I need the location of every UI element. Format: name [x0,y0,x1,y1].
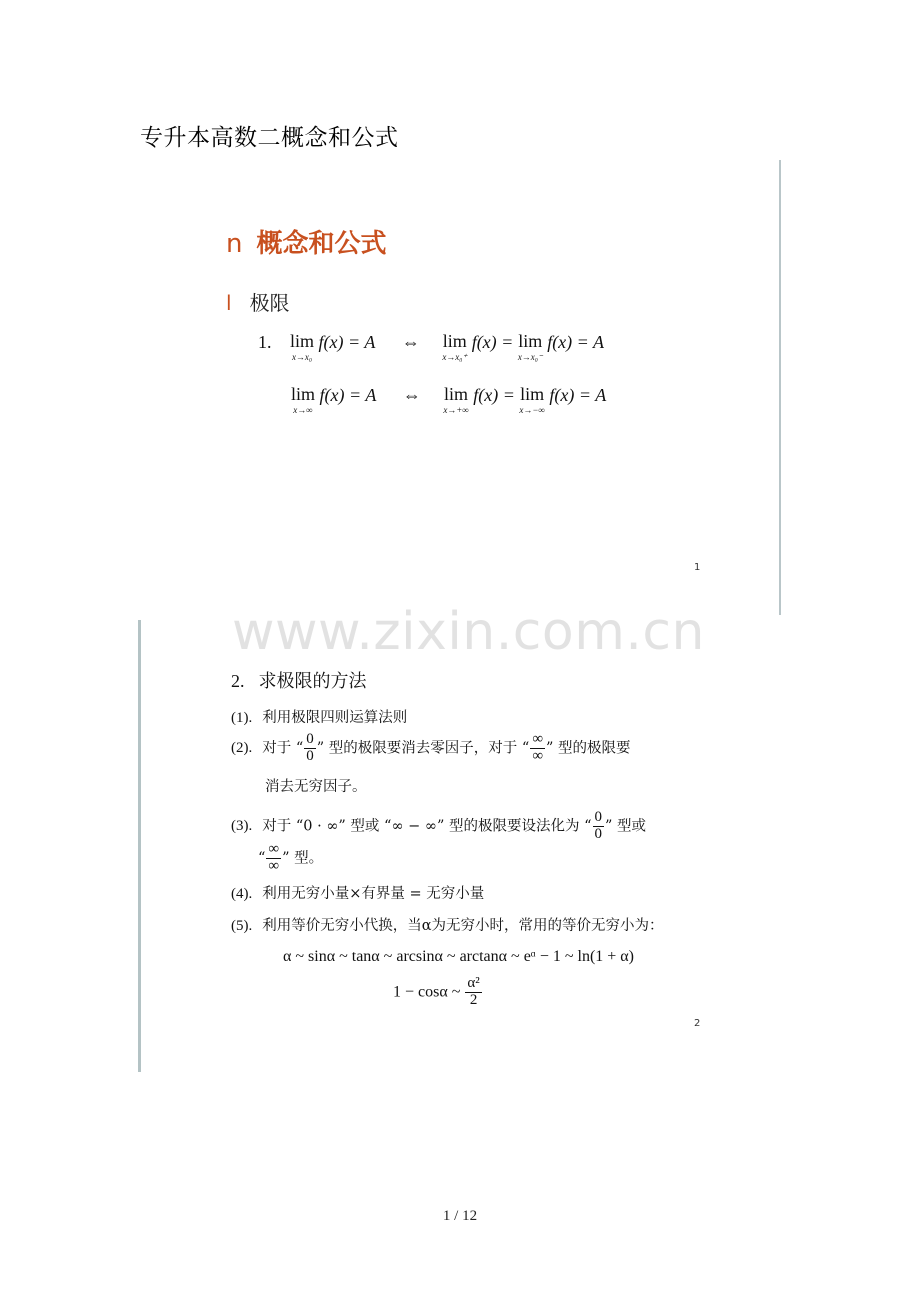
list-item-continuation: 消去无穷因子。 [265,779,367,795]
lim-operator: lim x→x₀⁻ [517,331,543,362]
method-heading [231,667,367,693]
fraction-alpha-sq-over-two: $\frac{\text{α²}}{2}$ [467,975,480,1008]
list-item: (1). 利用极限四则运算法则 [231,710,408,726]
item-number: 1. [258,332,272,352]
lim-operator: lim x→x₀ [290,331,315,362]
limit-formula-2 [291,385,606,415]
list-item-continuation: “ $\frac{\infty}{\infty}$ ” 型。 [258,841,324,874]
document-title: 专升本高数二概念和公式 [140,125,399,151]
list-item: (2). 对于 “ $\frac{0}{0}$ ” 型的极限要消去零因子，对于 “ $\frac{\infty}{\infty}$ ” 型的极限要 [231,731,631,764]
formula-term: f(x) = A [319,385,377,405]
cosine-formula: 1 − cosα ~ $\frac{\text{α²}}{2}$ [393,975,480,1008]
section-title: 概念和公式 [256,229,387,259]
formula-term: f(x) = [471,332,514,352]
subsection-heading [226,287,290,316]
lim-operator: lim x→−∞ [519,384,545,415]
subsection-title: 极限 [249,291,290,315]
iff-symbol: ⇔ [401,332,420,352]
section-heading [226,223,387,260]
list-item: (5). 利用等价无穷小代换，当α为无穷小时，常用的等价无穷小为： [231,918,664,934]
formula-term: f(x) = A [318,332,376,352]
fraction-inf-over-inf: $\frac{\infty}{\infty}$ [532,731,544,764]
slide2-left-border [138,620,141,1072]
lim-operator: lim x→∞ [291,384,316,415]
slide1-page-number: 1 [694,562,701,573]
lim-operator: lim x→+∞ [443,384,469,415]
limit-formula-1 [258,332,604,362]
list-item: (4). 利用无穷小量×有界量 = 无穷小量 [231,886,485,902]
iff-symbol: ⇔ [402,385,421,405]
slide2-page-number: 2 [694,1018,701,1029]
page-indicator: 1 / 12 [442,1208,478,1224]
section-bullet: n [226,229,243,259]
subsection-bullet: l [226,291,232,315]
equivalence-formula: α ~ sinα ~ tanα ~ arcsinα ~ arctanα ~ eᵅ − 1 ~ ln(1 + α) [283,948,635,965]
watermark: www.zixin.com.cn [232,602,705,662]
fraction-zero-over-zero: $\frac{0}{0}$ [594,809,603,842]
method-heading-number: 2. [231,671,245,691]
slide1-right-border [779,160,781,615]
lim-operator: lim x→x₀⁺ [442,331,468,362]
formula-term: f(x) = A [547,332,604,352]
list-item: (3). 对于 “0 · ∞” 型或 “∞ − ∞” 型的极限要设法化为 “ $\frac{0}{0}$ ” 型或 [231,809,647,842]
method-heading-text: 求极限的方法 [258,671,367,692]
formula-term: f(x) = A [549,385,607,405]
formula-term: f(x) = [473,385,515,405]
fraction-zero-over-zero: $\frac{0}{0}$ [306,731,314,764]
fraction-inf-over-inf: $\frac{\infty}{\infty}$ [268,841,280,874]
